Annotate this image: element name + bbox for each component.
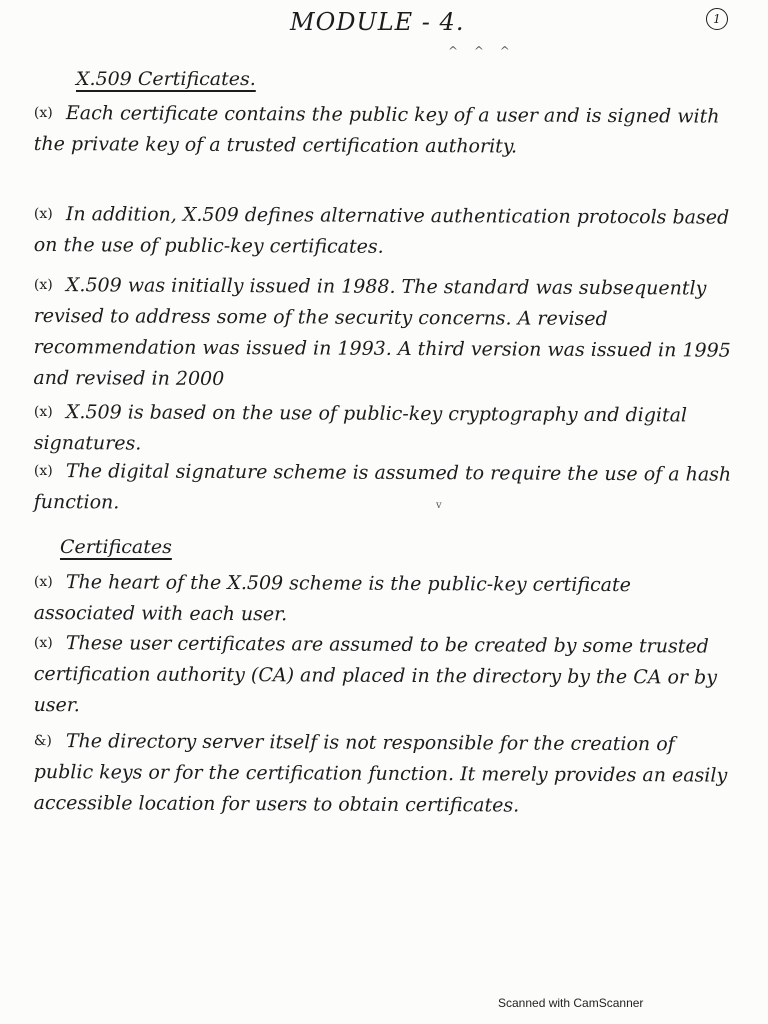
bullet-mark: (x) bbox=[33, 104, 53, 122]
bullet-mark: (x) bbox=[33, 634, 53, 652]
note-paragraph bbox=[34, 397, 734, 463]
note-text: X.509 was initially issued in 1988. The standard was subsequently revised to address some of the security concerns. A revised recommendation was issued in 1993. A third version was issued in 1995 and revised in 2000 bbox=[33, 274, 731, 390]
note-text: Each certificate contains the public key of a user and is signed with the private key of a trusted certification authority. bbox=[33, 102, 720, 158]
note-paragraph bbox=[34, 726, 734, 823]
bullet-mark: (x) bbox=[33, 403, 53, 421]
note-paragraph bbox=[34, 98, 734, 164]
bullet-mark: (x) bbox=[33, 276, 53, 294]
note-paragraph bbox=[34, 567, 734, 633]
note-text: The digital signature scheme is assumed to require the use of a hash function. bbox=[33, 460, 732, 514]
section-heading-certificates: Certificates bbox=[60, 536, 172, 558]
bullet-mark: (x) bbox=[33, 573, 53, 591]
scanner-watermark: Scanned with CamScanner bbox=[498, 996, 644, 1010]
note-paragraph bbox=[34, 199, 734, 265]
note-text: The heart of the X.509 scheme is the public-key certificate associated with each user. bbox=[33, 571, 631, 626]
pen-mark: v bbox=[436, 500, 442, 511]
note-paragraph bbox=[34, 628, 734, 725]
page-number: 1 bbox=[706, 8, 728, 30]
note-text: X.509 is based on the use of public-key cryptography and digital signatures. bbox=[33, 401, 688, 455]
note-text: In addition, X.509 defines alternative authentication protocols based on the use of public-key certificates. bbox=[33, 203, 730, 258]
section-heading-x509-certificates: X.509 Certificates. bbox=[76, 68, 256, 90]
bullet-mark: (x) bbox=[33, 205, 53, 223]
bullet-mark: (x) bbox=[33, 462, 53, 480]
pen-marks: ^ ^ ^ bbox=[448, 44, 516, 58]
note-text: These user certificates are assumed to be created by some trusted certification authority (CA) and placed in the directory by the CA or by user. bbox=[33, 632, 718, 717]
bullet-mark: &) bbox=[33, 732, 52, 750]
page-title: MODULE - 4. bbox=[290, 8, 465, 36]
note-paragraph bbox=[34, 456, 734, 522]
note-paragraph bbox=[33, 270, 734, 398]
note-text: The directory server itself is not responsible for the creation of public keys or for the certification function. It merely provides an easily accessible location for users to obtain certificates. bbox=[33, 730, 728, 817]
